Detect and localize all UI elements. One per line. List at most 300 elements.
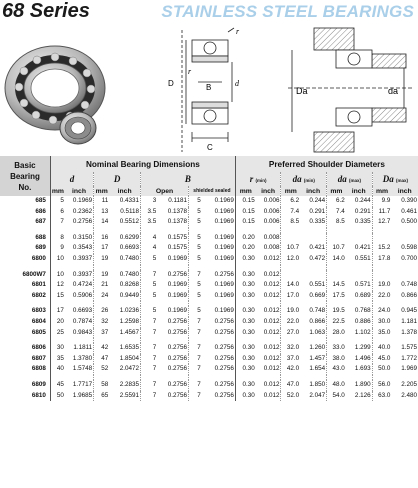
unit-mm: mm bbox=[372, 186, 391, 196]
table-cell: 26 bbox=[94, 306, 110, 317]
bearing-cross-section-diagram bbox=[168, 24, 278, 154]
table-cell: 0.012 bbox=[263, 254, 280, 262]
table-cell: 1.850 bbox=[309, 380, 326, 388]
table-cell: 5 bbox=[189, 243, 202, 254]
table-row bbox=[0, 254, 418, 265]
table-cell bbox=[327, 233, 346, 244]
table-cell: 1.181 bbox=[401, 317, 417, 325]
table-cell: 22.5 bbox=[327, 317, 346, 328]
table-cell: 30 bbox=[50, 343, 64, 354]
table-cell: 27.0 bbox=[281, 328, 300, 339]
table-cell: 2.480 bbox=[401, 391, 417, 399]
table-cell: 8.5 bbox=[281, 217, 300, 228]
table-row bbox=[0, 217, 418, 228]
table-cell: 38.0 bbox=[327, 354, 346, 365]
table-cell: 45 bbox=[50, 380, 64, 391]
table-cell: 0.1575 bbox=[167, 233, 188, 241]
table-cell: 0.461 bbox=[401, 207, 417, 215]
table-cell: 0.1181 bbox=[168, 197, 188, 204]
table-cell: 0.768 bbox=[354, 307, 371, 315]
table-cell: 1.654 bbox=[309, 365, 326, 373]
table-cell: 37 bbox=[94, 328, 110, 339]
table-cell: 1.772 bbox=[401, 354, 417, 362]
table-body bbox=[0, 196, 418, 401]
table-cell: 1.102 bbox=[354, 328, 371, 336]
table-cell: 2.0472 bbox=[119, 365, 139, 373]
table-cell: 0.2756 bbox=[167, 344, 188, 352]
table-cell: 1.260 bbox=[309, 344, 326, 352]
table-cell: 40.0 bbox=[372, 343, 391, 354]
table-cell: 0.6693 bbox=[72, 307, 93, 315]
bearing-number-cell: 6809 bbox=[31, 380, 46, 388]
table-cell: 11.7 bbox=[372, 207, 391, 218]
bearing-number-cell: 6810 bbox=[31, 391, 46, 399]
table-cell: 7 bbox=[140, 364, 157, 375]
table-cell: 43.0 bbox=[327, 364, 346, 375]
table-cell: 0.006 bbox=[263, 197, 280, 204]
bearing-number-cell: 6800W7 bbox=[22, 270, 46, 278]
table-cell: 1.0236 bbox=[119, 307, 139, 315]
table-cell: 63.0 bbox=[372, 391, 391, 402]
table-cell: 0.551 bbox=[309, 281, 326, 289]
table-cell: 0.2756 bbox=[214, 270, 234, 278]
table-cell: 5 bbox=[140, 254, 157, 265]
bearing-number-cell: 686 bbox=[35, 207, 46, 215]
table-cell: 0.1969 bbox=[167, 281, 188, 289]
table-cell: 0.1969 bbox=[214, 281, 234, 289]
table-cell: 0.012 bbox=[263, 365, 280, 373]
table-cell: 7 bbox=[189, 380, 202, 391]
unit-mm: mm bbox=[327, 186, 346, 196]
table-cell: 7 bbox=[189, 354, 202, 365]
table-cell: 1.969 bbox=[401, 365, 417, 373]
table-cell: 0.1378 bbox=[167, 218, 188, 226]
table-cell: 9 bbox=[50, 243, 64, 254]
table-cell: 0.7480 bbox=[119, 254, 139, 262]
table-cell: 0.1969 bbox=[167, 254, 188, 262]
table-cell: 7 bbox=[189, 270, 202, 281]
table-cell: 0.30 bbox=[235, 391, 255, 402]
table-cell: 0.012 bbox=[263, 391, 280, 399]
table-cell: 56.0 bbox=[372, 380, 391, 391]
table-cell: 1.378 bbox=[401, 328, 417, 336]
bearing-number-cell: 685 bbox=[35, 197, 46, 204]
table-cell: 5 bbox=[189, 207, 202, 218]
table-cell: 0.2756 bbox=[214, 380, 234, 388]
bearing-number-cell: 6803 bbox=[31, 307, 46, 315]
table-cell: 50 bbox=[50, 391, 64, 402]
table-cell: 40 bbox=[50, 364, 64, 375]
table-cell: 15 bbox=[50, 291, 64, 302]
table-cell: 0.2756 bbox=[72, 218, 93, 226]
table-cell: 0.244 bbox=[354, 197, 371, 204]
open-subheader: Open bbox=[140, 186, 188, 196]
table-cell: 0.012 bbox=[263, 328, 280, 336]
table-cell: 0.3543 bbox=[72, 244, 93, 252]
table-cell: 14.0 bbox=[327, 254, 346, 265]
table-cell: 1.6535 bbox=[119, 344, 139, 352]
table-cell: 0.2756 bbox=[167, 328, 188, 336]
bearing-spec-table bbox=[0, 156, 418, 401]
table-row bbox=[0, 354, 418, 365]
page-title: 68 Series bbox=[2, 0, 90, 22]
label-C: C bbox=[207, 143, 213, 152]
table-cell: 0.2756 bbox=[167, 380, 188, 388]
table-cell: 19 bbox=[94, 254, 110, 265]
table-cell: 5 bbox=[189, 233, 202, 244]
table-cell: 7 bbox=[189, 364, 202, 375]
table-cell: 1.2598 bbox=[119, 317, 139, 325]
table-cell: 7 bbox=[50, 217, 64, 228]
table-cell bbox=[327, 270, 346, 281]
table-cell: 11 bbox=[94, 196, 110, 207]
table-cell: 52 bbox=[94, 364, 110, 375]
table-cell: 7 bbox=[140, 343, 157, 354]
table-cell: 7 bbox=[140, 380, 157, 391]
table-cell: 0.30 bbox=[235, 317, 255, 328]
table-cell: 2.126 bbox=[354, 391, 371, 399]
table-row bbox=[0, 317, 418, 328]
col-D: D bbox=[94, 172, 141, 186]
col-Da-max: Da (max) bbox=[372, 172, 418, 186]
table-cell: 0.421 bbox=[354, 244, 371, 252]
table-cell: 2.2835 bbox=[119, 380, 139, 388]
table-cell: 6.2 bbox=[327, 196, 346, 207]
table-cell: 0.4331 bbox=[119, 197, 139, 204]
table-cell: 0.1969 bbox=[72, 197, 93, 204]
col-d: d bbox=[50, 172, 93, 186]
table-cell: 5 bbox=[189, 291, 202, 302]
table-cell: 0.390 bbox=[401, 197, 417, 204]
table-cell: 1.693 bbox=[354, 365, 371, 373]
table-cell: 0.4724 bbox=[72, 281, 93, 289]
table-cell bbox=[346, 233, 372, 244]
table-cell: 0.3150 bbox=[72, 233, 93, 241]
table-cell: 7 bbox=[140, 270, 157, 281]
table-cell: 1.9685 bbox=[72, 391, 93, 399]
table-cell: 10 bbox=[50, 254, 64, 265]
table-cell: 0.866 bbox=[309, 317, 326, 325]
table-row bbox=[0, 391, 418, 402]
table-cell: 8.5 bbox=[327, 217, 346, 228]
table-cell: 0.6693 bbox=[119, 244, 139, 252]
table-cell: 6 bbox=[50, 207, 64, 218]
table-cell: 0.3937 bbox=[72, 254, 93, 262]
table-cell: 5 bbox=[189, 306, 202, 317]
unit-inch: inch bbox=[261, 187, 276, 195]
table-cell: 2.205 bbox=[401, 380, 417, 388]
table-cell: 0.30 bbox=[235, 254, 255, 265]
table-cell: 0.5512 bbox=[119, 218, 139, 226]
table-cell: 13 bbox=[94, 207, 110, 218]
bearing-number-cell: 6804 bbox=[31, 317, 46, 325]
table-cell: 50.0 bbox=[372, 364, 391, 375]
table-cell: 48.0 bbox=[327, 380, 346, 391]
table-cell: 0.866 bbox=[401, 291, 417, 299]
bearing-number-cell: 6806 bbox=[31, 344, 46, 352]
table-cell: 3 bbox=[140, 196, 157, 207]
table-cell: 5 bbox=[140, 280, 157, 291]
table-cell: 1.8504 bbox=[119, 354, 139, 362]
table-cell bbox=[372, 270, 391, 281]
bearing-number-cell: 689 bbox=[35, 244, 46, 252]
table-cell: 0.30 bbox=[235, 280, 255, 291]
table-row bbox=[0, 243, 418, 254]
table-cell: 1.7717 bbox=[72, 380, 93, 388]
label-r: r bbox=[236, 27, 240, 36]
table-cell: 17.0 bbox=[281, 291, 300, 302]
small-bearing-icon bbox=[60, 112, 96, 144]
table-cell: 1.575 bbox=[401, 344, 417, 352]
table-cell: 0.1969 bbox=[214, 233, 234, 241]
table-cell: 37.0 bbox=[281, 354, 300, 365]
table-cell: 42 bbox=[94, 343, 110, 354]
table-cell: 0.598 bbox=[401, 244, 417, 252]
table-cell: 7 bbox=[140, 317, 157, 328]
label-B: B bbox=[206, 83, 212, 92]
shielded-sealed-subheader: shielded sealed bbox=[189, 186, 236, 196]
table-cell: 0.012 bbox=[263, 354, 280, 362]
table-cell: 0.2756 bbox=[167, 365, 188, 373]
table-cell: 0.1969 bbox=[214, 291, 234, 299]
table-cell: 0.472 bbox=[309, 254, 326, 262]
table-cell: 0.008 bbox=[263, 233, 280, 241]
unit-inch: inch bbox=[397, 187, 412, 195]
table-cell: 0.335 bbox=[309, 218, 326, 226]
table-cell: 14 bbox=[94, 217, 110, 228]
table-cell: 0.30 bbox=[235, 343, 255, 354]
table-row bbox=[0, 207, 418, 218]
table-cell: 0.15 bbox=[235, 196, 255, 207]
unit-mm: mm bbox=[95, 187, 108, 195]
table-cell: 12 bbox=[50, 280, 64, 291]
table-cell: 0.1969 bbox=[167, 307, 188, 315]
table-cell: 0.2756 bbox=[214, 317, 234, 325]
table-cell: 0.2756 bbox=[214, 344, 234, 352]
table-cell bbox=[372, 233, 391, 244]
table-cell: 28.0 bbox=[327, 328, 346, 339]
table-cell: 5 bbox=[140, 291, 157, 302]
table-cell: 0.012 bbox=[263, 380, 280, 388]
table-cell: 0.012 bbox=[263, 291, 280, 299]
unit-mm: mm bbox=[281, 186, 300, 196]
table-cell: 5 bbox=[189, 217, 202, 228]
group-nominal-header: Nominal Bearing Dimensions bbox=[50, 156, 235, 172]
table-cell: 7 bbox=[140, 391, 157, 402]
table-row bbox=[0, 343, 418, 354]
table-cell: 0.15 bbox=[235, 217, 255, 228]
table-cell: 17.8 bbox=[372, 254, 391, 265]
table-cell: 3.5 bbox=[140, 217, 157, 228]
table-cell: 0.5906 bbox=[72, 291, 93, 299]
label-d: d bbox=[235, 79, 239, 88]
table-cell bbox=[300, 270, 326, 281]
table-cell: 0.291 bbox=[309, 207, 326, 215]
table-cell: 5 bbox=[189, 254, 202, 265]
table-cell: 0.006 bbox=[263, 218, 280, 226]
table-cell: 7 bbox=[189, 317, 202, 328]
table-cell: 16 bbox=[94, 233, 110, 244]
table-cell: 7.4 bbox=[327, 207, 346, 218]
table-cell: 0.20 bbox=[235, 243, 255, 254]
shoulder-diameter-diagram bbox=[284, 24, 414, 154]
table-cell: 19.5 bbox=[327, 306, 346, 317]
table-cell: 7 bbox=[140, 328, 157, 339]
bearing-number-cell: 6807 bbox=[31, 354, 46, 362]
table-row bbox=[0, 306, 418, 317]
table-cell: 32.0 bbox=[281, 343, 300, 354]
table-cell: 0.30 bbox=[235, 328, 255, 339]
table-cell: 22.0 bbox=[281, 317, 300, 328]
table-cell: 0.2756 bbox=[214, 391, 234, 399]
table-cell bbox=[281, 233, 300, 244]
table-row bbox=[0, 328, 418, 339]
table-cell: 32 bbox=[94, 317, 110, 328]
table-cell: 17 bbox=[50, 306, 64, 317]
table-cell: 0.9449 bbox=[119, 291, 139, 299]
table-cell: 19 bbox=[94, 270, 110, 281]
table-cell: 19.0 bbox=[281, 306, 300, 317]
table-cell: 0.3937 bbox=[72, 270, 93, 278]
table-cell: 0.291 bbox=[354, 207, 371, 215]
table-cell: 1.496 bbox=[354, 354, 371, 362]
table-cell: 0.012 bbox=[263, 281, 280, 289]
bearing-number-cell: 6805 bbox=[31, 328, 46, 336]
table-cell: 1.1811 bbox=[73, 344, 93, 352]
table-cell: 0.244 bbox=[309, 197, 326, 204]
unit-inch: inch bbox=[351, 187, 366, 195]
table-cell: 45.0 bbox=[372, 354, 391, 365]
table-cell: 0.669 bbox=[309, 291, 326, 299]
table-cell: 1.299 bbox=[354, 344, 371, 352]
table-cell: 0.008 bbox=[263, 244, 280, 252]
table-cell: 7 bbox=[189, 391, 202, 402]
bearing-number-cell: 6802 bbox=[31, 291, 46, 299]
table-cell: 0.30 bbox=[235, 364, 255, 375]
table-cell: 9.9 bbox=[372, 196, 391, 207]
table-cell: 3.5 bbox=[140, 207, 157, 218]
table-cell bbox=[391, 233, 418, 244]
table-cell: 0.2756 bbox=[214, 365, 234, 373]
table-cell: 0.012 bbox=[263, 344, 280, 352]
bearing-number-cell: 687 bbox=[35, 218, 46, 226]
table-cell: 1.5748 bbox=[72, 365, 93, 373]
table-cell: 4 bbox=[140, 233, 157, 244]
table-cell: 0.700 bbox=[401, 254, 417, 262]
table-cell: 0.2756 bbox=[167, 354, 188, 362]
table-cell: 4 bbox=[140, 243, 157, 254]
table-cell: 20 bbox=[50, 317, 64, 328]
unit-inch: inch bbox=[72, 187, 86, 195]
table-cell: 15.2 bbox=[372, 243, 391, 254]
basic-bearing-header: Basic Bearing No. bbox=[0, 156, 50, 196]
table-cell: 0.886 bbox=[354, 317, 371, 325]
col-r-min: r (min) bbox=[235, 172, 281, 186]
table-cell: 0.2756 bbox=[167, 391, 188, 399]
table-cell: 5 bbox=[189, 280, 202, 291]
table-cell: 17.5 bbox=[327, 291, 346, 302]
table-cell: 0.2756 bbox=[214, 328, 234, 336]
table-cell: 30.0 bbox=[372, 317, 391, 328]
table-cell: 21 bbox=[94, 280, 110, 291]
bearing-photo bbox=[0, 40, 148, 150]
col-da-min: da (min) bbox=[281, 172, 327, 186]
page-subtitle: STAINLESS STEEL BEARINGS bbox=[161, 2, 414, 21]
table-cell: 0.012 bbox=[263, 270, 280, 278]
table-row bbox=[0, 380, 418, 391]
table-cell: 17 bbox=[94, 243, 110, 254]
unit-inch: inch bbox=[117, 187, 132, 195]
table-cell: 1.457 bbox=[309, 354, 326, 362]
table-cell: 0.30 bbox=[235, 291, 255, 302]
table-cell: 0.1969 bbox=[214, 307, 234, 315]
table-cell: 8 bbox=[50, 233, 64, 244]
table-cell: 0.500 bbox=[401, 218, 417, 226]
table-cell: 2.047 bbox=[309, 391, 326, 399]
table-cell: 10.7 bbox=[327, 243, 346, 254]
table-cell: 7 bbox=[189, 343, 202, 354]
label-Da: Da bbox=[296, 86, 308, 96]
table-cell: 0.1969 bbox=[214, 207, 234, 215]
table-cell bbox=[346, 270, 372, 281]
table-cell: 7.4 bbox=[281, 207, 300, 218]
table-cell: 35 bbox=[50, 354, 64, 365]
label-r2: r bbox=[188, 67, 192, 76]
table-cell: 5 bbox=[189, 196, 202, 207]
table-cell: 0.1969 bbox=[214, 218, 234, 226]
table-cell: 65 bbox=[94, 391, 110, 402]
table-cell: 10 bbox=[50, 270, 64, 281]
table-cell: 0.6299 bbox=[119, 233, 139, 241]
table-cell: 22.0 bbox=[372, 291, 391, 302]
table-cell: 0.7480 bbox=[119, 270, 139, 278]
table-cell: 0.1969 bbox=[167, 291, 188, 299]
table-cell: 0.748 bbox=[309, 307, 326, 315]
bearing-number-cell: 6808 bbox=[31, 365, 46, 373]
table-cell: 1.4567 bbox=[119, 328, 139, 336]
table-cell: 0.571 bbox=[354, 281, 371, 289]
table-row bbox=[0, 196, 418, 207]
table-cell: 5 bbox=[140, 306, 157, 317]
table-cell: 0.1969 bbox=[214, 197, 234, 204]
table-cell: 5 bbox=[50, 196, 64, 207]
table-cell: 2.5591 bbox=[119, 391, 139, 399]
table-cell: 0.8268 bbox=[119, 281, 139, 289]
table-cell: 0.748 bbox=[401, 281, 417, 289]
table-cell: 35.0 bbox=[372, 328, 391, 339]
table-cell: 0.1575 bbox=[167, 244, 188, 252]
table-cell: 47.0 bbox=[281, 380, 300, 391]
table-cell: 0.7874 bbox=[72, 317, 93, 325]
table-cell: 0.012 bbox=[263, 317, 280, 325]
table-cell: 7 bbox=[140, 354, 157, 365]
table-cell: 1.890 bbox=[354, 380, 371, 388]
table-cell: 19.0 bbox=[372, 280, 391, 291]
table-cell: 54.0 bbox=[327, 391, 346, 402]
table-row bbox=[0, 364, 418, 375]
group-preferred-header: Preferred Shoulder Diameters bbox=[235, 156, 418, 172]
unit-mm: mm bbox=[51, 187, 64, 195]
table-cell: 24 bbox=[94, 291, 110, 302]
table-cell: 0.5118 bbox=[120, 207, 139, 215]
table-cell: 1.063 bbox=[309, 328, 326, 336]
table-cell: 58 bbox=[94, 380, 110, 391]
table-cell: 14.0 bbox=[281, 280, 300, 291]
table-cell: 0.335 bbox=[354, 218, 371, 226]
table-cell: 0.30 bbox=[235, 306, 255, 317]
table-cell: 0.1378 bbox=[167, 207, 188, 215]
table-row bbox=[0, 270, 418, 281]
